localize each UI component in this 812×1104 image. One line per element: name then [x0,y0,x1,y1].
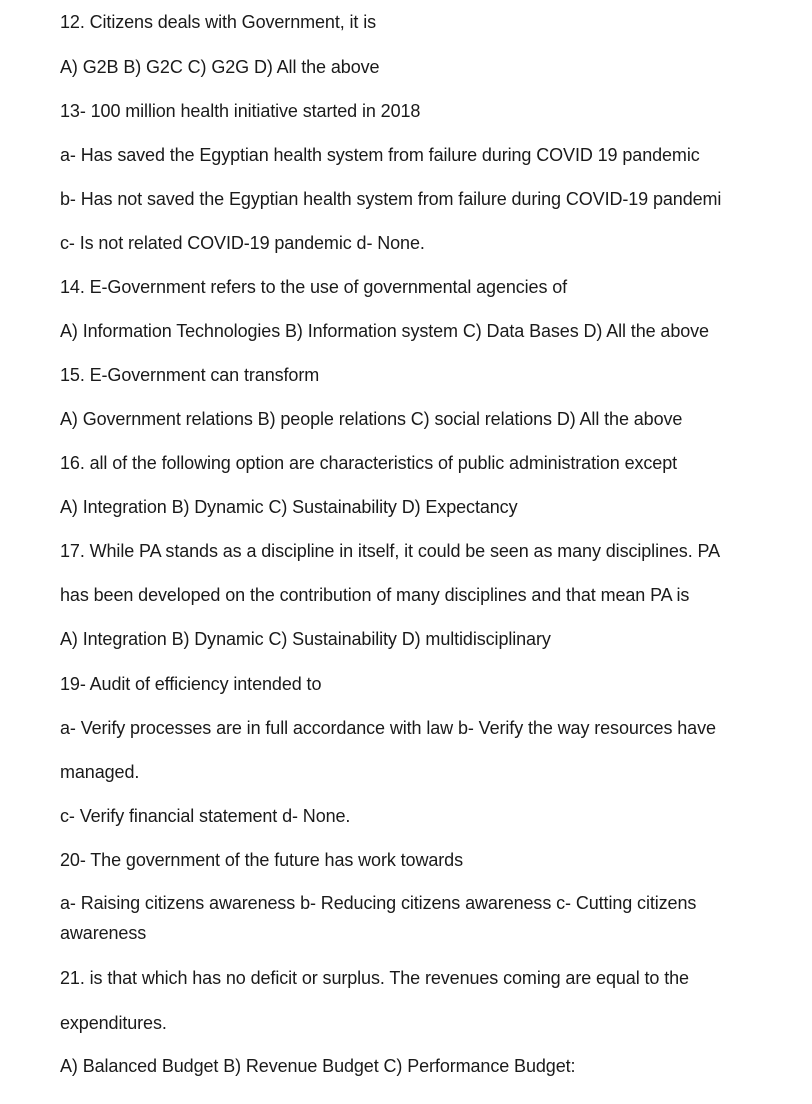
q13-question: 13- 100 million health initiative started in 2018 [60,101,421,121]
q17-question-line-2: has been developed on the contribution of many disciplines and that mean PA is [60,585,690,605]
q15-question: 15. E-Government can transform [60,365,320,385]
q14-options: A) Information Technologies B) Information system C) Data Bases D) All the above [60,321,709,341]
q19-question: 19- Audit of efficiency intended to [60,674,322,694]
q12-options: A) G2B B) G2C C) G2G D) All the above [60,57,380,77]
q20-options-cont: awareness [60,923,147,943]
q14-question: 14. E-Government refers to the use of governmental agencies of [60,277,568,297]
q21-question-line-2: expenditures. [60,1013,167,1033]
q13-option-a: a- Has saved the Egyptian health system from failure during COVID 19 pandemic [60,145,700,165]
q19-option-c-d: c- Verify financial statement d- None. [60,806,351,826]
q17-question-line-1: 17. While PA stands as a discipline in itself, it could be seen as many disciplines. PA [60,541,720,561]
q21-question-line-1: 21. is that which has no deficit or surplus. The revenues coming are equal to the [60,968,689,988]
q17-options: A) Integration B) Dynamic C) Sustainability D) multidisciplinary [60,629,551,649]
q13-option-c-d: c- Is not related COVID-19 pandemic d- None. [60,233,425,253]
q12-question: 12. Citizens deals with Government, it is [60,12,377,32]
q16-options: A) Integration B) Dynamic C) Sustainability D) Expectancy [60,497,518,517]
q19-option-b-cont: managed. [60,762,140,782]
q16-question: 16. all of the following option are characteristics of public administration except [60,453,678,473]
q19-option-a-b: a- Verify processes are in full accordance with law b- Verify the way resources have [60,718,716,738]
q13-option-b: b- Has not saved the Egyptian health system from failure during COVID-19 pandemi [60,189,722,209]
q20-question: 20- The government of the future has work towards [60,850,463,870]
q15-options: A) Government relations B) people relations C) social relations D) All the above [60,409,683,429]
q20-options: a- Raising citizens awareness b- Reducing citizens awareness c- Cutting citizens [60,893,697,913]
q21-options: A) Balanced Budget B) Revenue Budget C) Performance Budget: [60,1056,576,1076]
